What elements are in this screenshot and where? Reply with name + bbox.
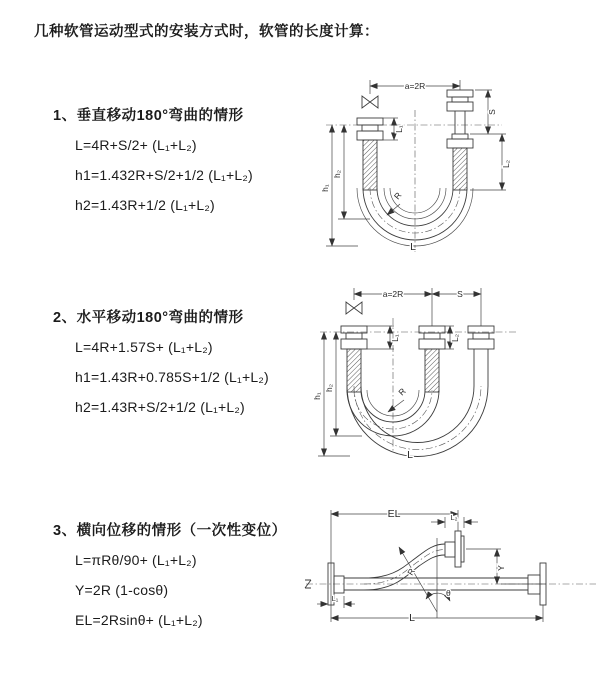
- braided-hose-section: [363, 140, 377, 190]
- valve-icon: [346, 302, 362, 314]
- formula-length: L=4R+1.57S+ (L₁+L₂): [75, 339, 213, 355]
- dim-label-el: EL: [387, 508, 401, 520]
- diagram-vertical-180-bend: [312, 72, 588, 254]
- formula-h2: h2=1.43R+S/2+1/2 (L₁+L₂): [75, 399, 245, 415]
- dimension-l2: [445, 326, 460, 349]
- braided-hose-section: [453, 148, 467, 190]
- formula-length: L=πRθ/90+ (L₁+L₂): [75, 552, 197, 568]
- dimension-el: [331, 508, 458, 560]
- dim-label-l1: L₁: [390, 334, 400, 342]
- formula-length: L=4R+S/2+ (L₁+L₂): [75, 137, 197, 153]
- formula-h2: h2=1.43R+1/2 (L₁+L₂): [75, 197, 215, 213]
- formula-h1: h1=1.43R+0.785S+1/2 (L₁+L₂): [75, 369, 269, 385]
- left-hose-fitting: [357, 118, 383, 190]
- dimension-h1: [312, 332, 350, 456]
- section-lateral-displacement: [53, 519, 287, 641]
- page-title: 几种软管运动型式的安装方式时，软管的长度计算：: [34, 24, 379, 40]
- dim-label-l2: L₂: [450, 333, 460, 343]
- dimension-l1: [367, 326, 400, 349]
- dim-label-h2: h₂: [324, 383, 334, 393]
- dim-label-radius: R: [396, 386, 408, 398]
- dim-label-theta: θ: [446, 588, 451, 598]
- right-hose-fitting: [468, 326, 494, 386]
- dim-label-s: S: [457, 289, 463, 299]
- section-vertical-movement: [53, 104, 253, 226]
- dimension-h1: [320, 125, 358, 246]
- dim-label-l1: L₁: [331, 594, 339, 603]
- dimension-s: [470, 90, 506, 134]
- formula-y: Y=2R (1-cosθ): [75, 582, 169, 598]
- right-hose-fitting: [447, 90, 473, 190]
- dim-label-length: L: [410, 241, 416, 253]
- dim-label-h2: h₂: [332, 169, 342, 179]
- dim-label-radius: R: [405, 566, 417, 578]
- section-2-heading: 2、水平移动180°弯曲的情形: [53, 310, 244, 326]
- dim-label-a2r: a=2R: [404, 81, 426, 91]
- dimension-l2: [431, 513, 478, 528]
- dim-label-l2: L₂: [501, 159, 511, 169]
- dimension-y: [466, 549, 546, 584]
- dimension-s: [432, 289, 481, 299]
- dimension-l1: [383, 118, 404, 140]
- upper-flange: [445, 531, 464, 567]
- dim-label-a2r: a=2R: [382, 289, 404, 299]
- dim-label-h1: h₁: [320, 184, 330, 192]
- section-horizontal-movement: [53, 306, 269, 428]
- dim-label-s: S: [487, 109, 497, 115]
- middle-hose-fitting: [419, 326, 445, 392]
- dim-label-l2: L₂: [450, 513, 458, 522]
- dim-label-radius: R: [391, 190, 404, 202]
- formula-el: EL=2Rsinθ+ (L₁+L₂): [75, 612, 203, 628]
- diagram-horizontal-180-bend: [308, 276, 598, 462]
- dim-label-length: L: [407, 449, 413, 461]
- dim-label-l1: L₁: [394, 125, 404, 133]
- hose-u-bend: [347, 386, 488, 457]
- dimension-a2r: [370, 80, 460, 94]
- section-3-heading: 3、横向位移的情形（一次性变位）: [53, 523, 287, 539]
- dim-label-length: L: [409, 612, 415, 624]
- radius-leader: [387, 190, 403, 215]
- formula-h1: h1=1.432R+S/2+1/2 (L₁+L₂): [75, 167, 253, 183]
- left-hose-fitting: [341, 326, 367, 392]
- radius-leader: [388, 386, 408, 412]
- dim-label-y: Y: [496, 565, 506, 571]
- dimension-l1: [317, 594, 355, 608]
- braided-hose-section: [347, 349, 361, 392]
- section-1-heading: 1、垂直移动180°弯曲的情形: [53, 108, 244, 124]
- dim-label-h1: h₁: [312, 392, 322, 400]
- diagram-lateral-displacement: [300, 500, 600, 648]
- braided-hose-section: [425, 349, 439, 392]
- dimension-l2: [470, 134, 511, 190]
- s-curve-hose: [364, 544, 445, 590]
- valve-icon: [362, 96, 378, 108]
